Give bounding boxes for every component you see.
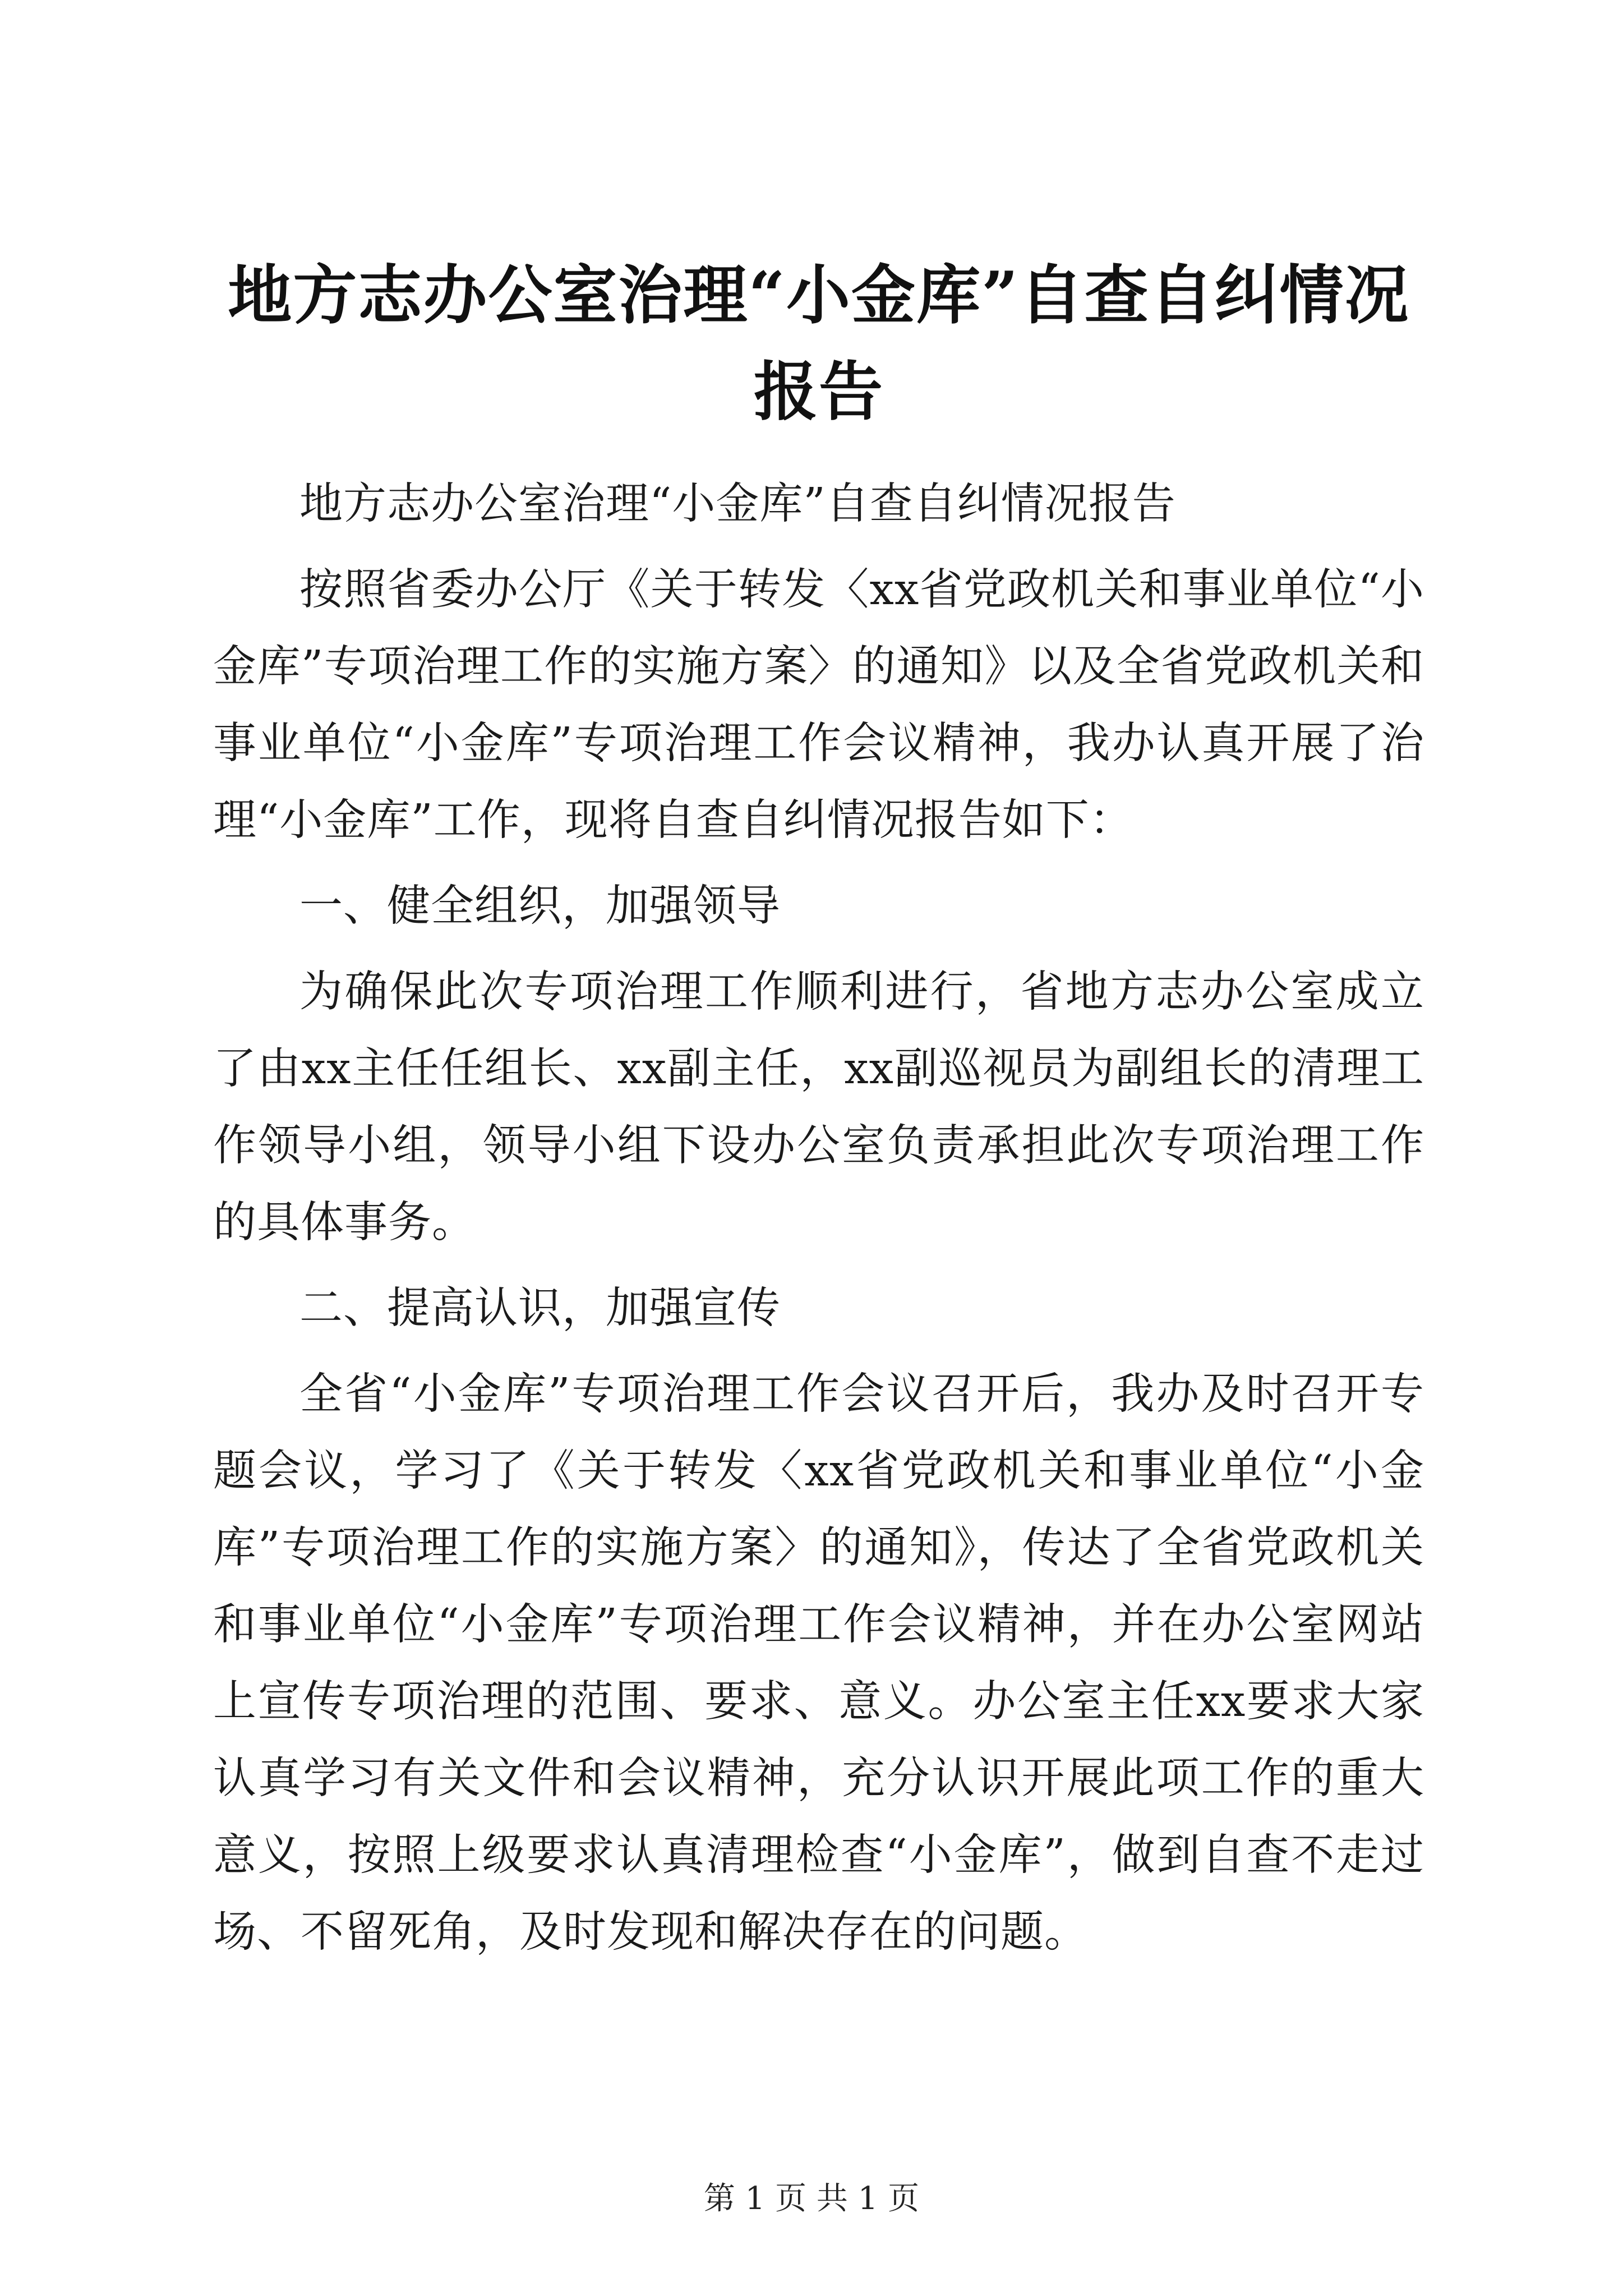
document-title: 地方志办公室治理“小金库”自查自纠情况报告 [228,257,1410,429]
paragraph-section-2: 全省“小金库”专项治理工作会议召开后，我办及时召开专题会议，学习了《关于转发〈xx省党政机关和事业单位“小金库”专项治理工作的实施方案〉的通知》，传达了全省党政机关和事业单位“小金库”专项治理工作会议精神，并在办公室网站上宣传专项治理的范围、要求、意义。办公室主任xx要求大家认真学习有关文件和会议精神，充分认识开展此项工作的重大意义，按照上级要求认真清理检查“小金库”，做到自查不走过场、不留死角，及时发现和解决存在的问题。 [213,1369,1424,1957]
paragraph-intro: 按照省委办公厅《关于转发〈xx省党政机关和事业单位“小金库”专项治理工作的实施方案〉的通知》以及全省党政机关和事业单位“小金库”专项治理工作会议精神，我办认真开展了治理“小金库”工作，现将自查自纠情况报告如下： [213,565,1424,845]
section-heading-1: 一、健全组织，加强领导 [299,881,781,931]
document-body [213,466,1424,1980]
paragraph-subtitle: 地方志办公室治理“小金库”自查自纠情况报告 [299,479,1176,529]
paragraph-section-1: 为确保此次专项治理工作顺利进行，省地方志办公室成立了由xx主任任组长、xx副主任，xx副巡视员为副组长的清理工作领导小组，领导小组下设办公室负责承担此次专项治理工作的具体事务。 [213,967,1424,1248]
page-number: 第 1 页 共 1 页 [703,2180,920,2217]
section-heading-2: 二、提高认识，加强宣传 [299,1283,781,1333]
